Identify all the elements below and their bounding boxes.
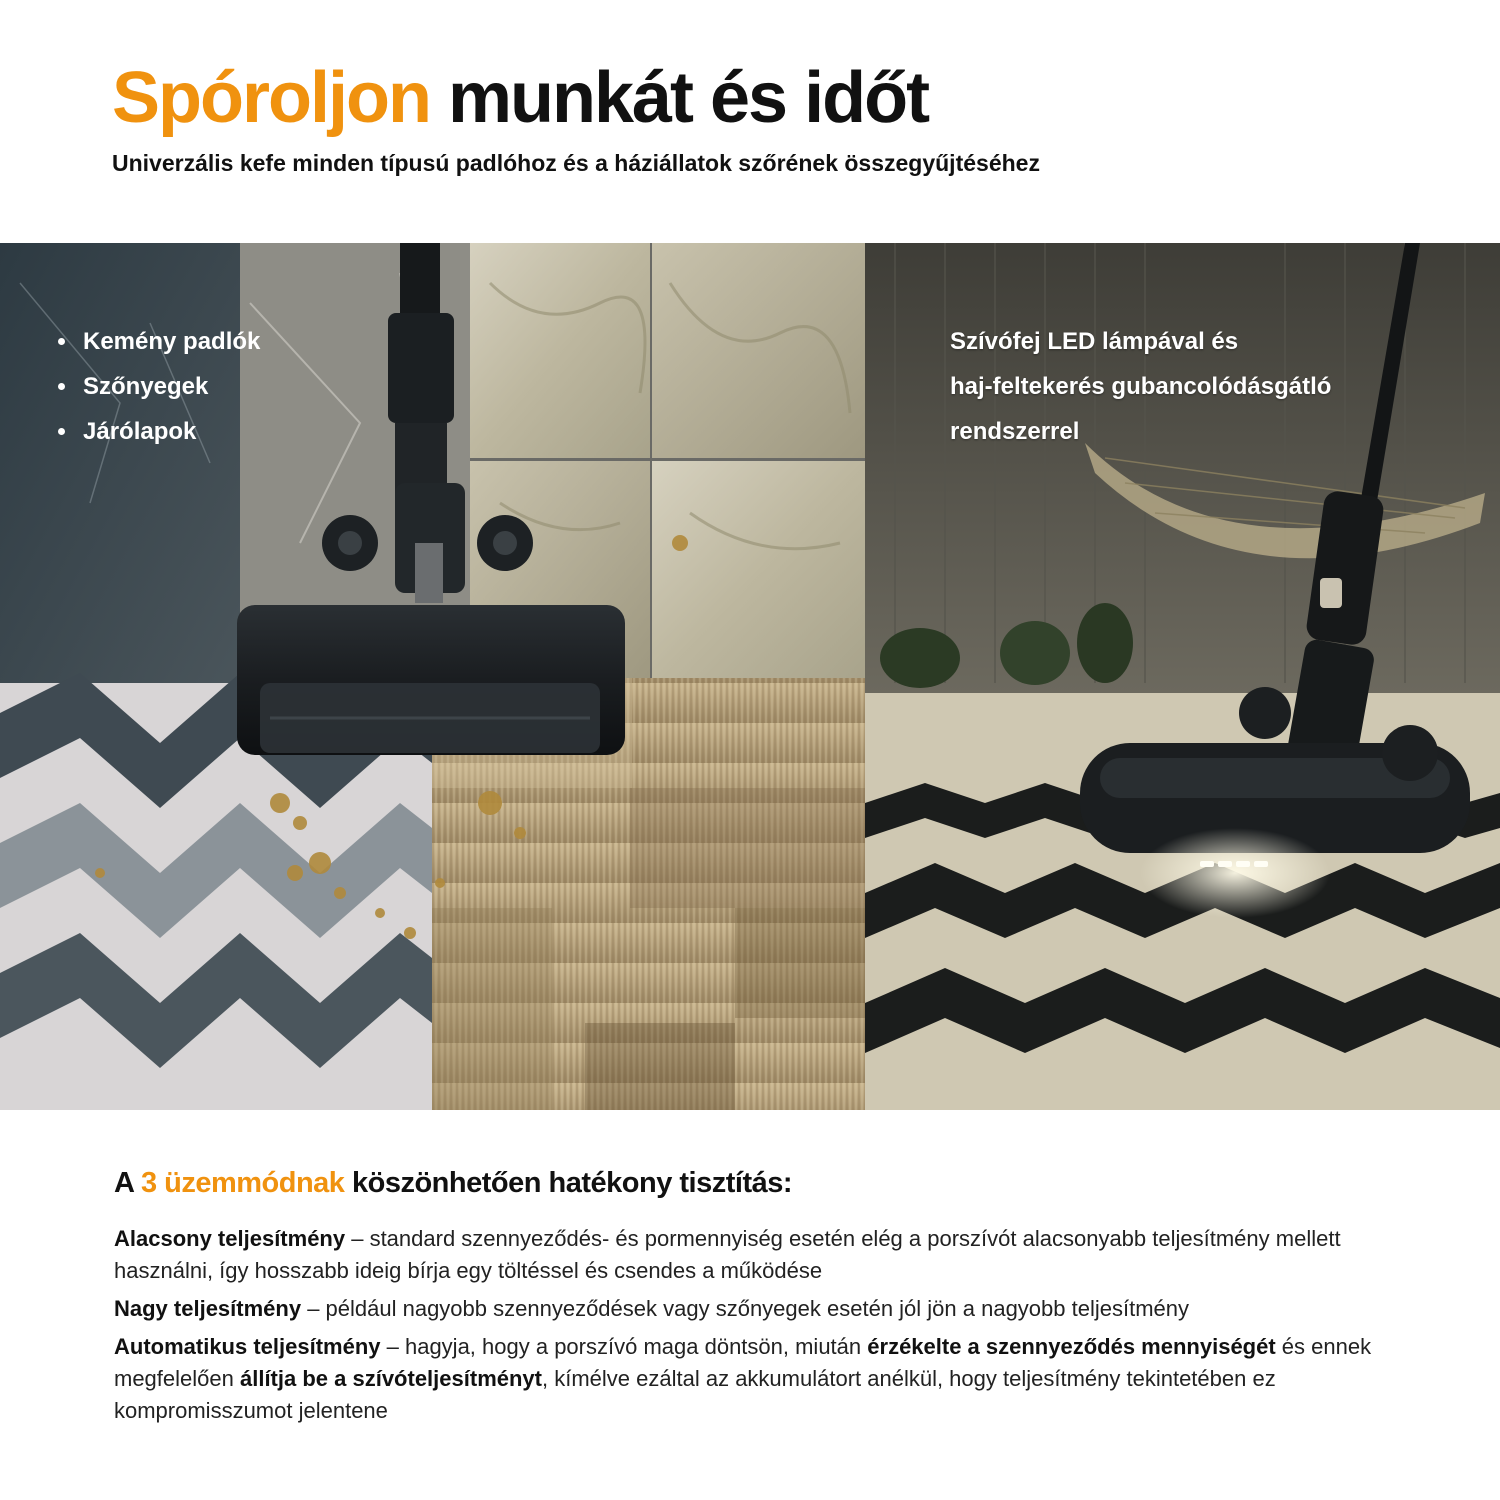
list-item — [58, 319, 260, 364]
feature-carpets: Szőnyegek — [83, 373, 209, 400]
heading-suffix: köszönhetően hatékony tisztítás: — [352, 1167, 793, 1199]
mode-description: – például nagyobb szennyeződések vagy szőnyegek esetén jól jön a nagyobb teljesítmény — [301, 1296, 1190, 1321]
floor-types-list — [58, 319, 260, 454]
modes-heading — [114, 1165, 1434, 1201]
power-modes-section — [114, 1165, 1434, 1433]
page-subtitle: Univerzális kefe minden típusú padlóhoz és a háziállatok szőrének összegyűjtéséhez — [112, 150, 1040, 176]
mode-auto-power — [114, 1331, 1434, 1427]
mode-highlight: állítja be a szívóteljesítményt — [239, 1366, 542, 1391]
mode-low-power — [114, 1223, 1434, 1287]
feature-hard-floors: Kemény padlók — [83, 328, 261, 355]
bullet-icon — [58, 383, 65, 390]
bullet-icon — [58, 338, 65, 345]
list-item — [58, 364, 260, 409]
list-item — [58, 409, 260, 454]
mode-label: Alacsony teljesítmény — [114, 1226, 346, 1251]
mode-description: , kímélve ezáltal az akkumulátort anélkül, hogy teljesítmény tekintetében ez kompromisszumot jelentene — [114, 1366, 1276, 1423]
heading-accent: 3 üzemmódnak — [140, 1167, 345, 1199]
caption-line: Szívófej LED lámpával és — [950, 328, 1239, 355]
caption-line: haj-feltekerés gubancolódásgátló — [950, 373, 1332, 400]
bullet-icon — [58, 428, 65, 435]
caption-line: rendszerrel — [950, 418, 1080, 445]
mode-high-power — [114, 1293, 1434, 1325]
mode-highlight: érzékelte a szennyeződés mennyiségét — [867, 1334, 1276, 1359]
title-accent: Spóroljon — [112, 58, 430, 138]
mode-description: és ennek megfelelően — [114, 1334, 1372, 1391]
mode-label: Automatikus teljesítmény — [114, 1334, 381, 1359]
led-vacuum-photo — [865, 243, 1500, 1110]
product-photo-band — [0, 243, 1500, 1110]
mode-label: Nagy teljesítmény — [114, 1296, 302, 1321]
mode-description: – standard szennyeződés- és pormennyiség esetén elég a porszívót alacsonyabb teljesítmény mellett használni, így hosszabb ideig bírja egy töltéssel és csendes a működése — [114, 1226, 1341, 1283]
led-brush-caption — [950, 319, 1420, 454]
page-title — [112, 58, 1412, 138]
feature-tiles: Járólapok — [83, 418, 197, 445]
mode-description: – hagyja, hogy a porszívó maga döntsön, miután — [380, 1334, 868, 1359]
floor-types-photo — [0, 243, 865, 1110]
title-rest: munkát és időt — [447, 58, 929, 138]
header — [112, 58, 1412, 178]
heading-prefix: A — [114, 1167, 134, 1199]
